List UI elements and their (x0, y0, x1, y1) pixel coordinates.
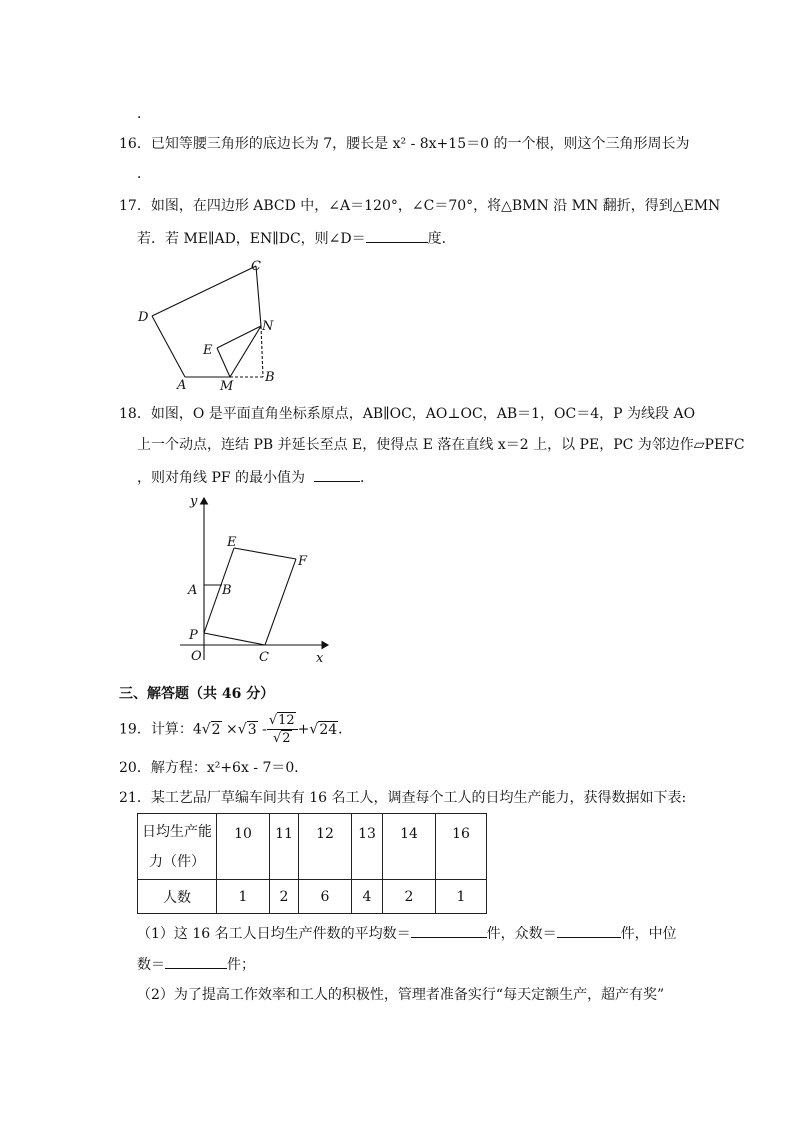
label-E: E (203, 343, 213, 358)
label-P: P (189, 628, 198, 643)
q21-sub1-line2-pre: 数＝ (137, 957, 165, 973)
segment-PC (204, 633, 265, 645)
segment-FC (265, 559, 296, 645)
q18-figure (180, 488, 340, 670)
label-C: C (259, 650, 269, 665)
table-header-label-1: 日均生产能 (142, 823, 212, 840)
edge-CN (256, 266, 261, 326)
q16-line2: ． (137, 166, 151, 182)
q19-fraction: $\frac{√12}{√2}$ (267, 712, 298, 747)
q21-mean-blank[interactable] (411, 923, 487, 938)
table-value-cell: 14 (383, 814, 436, 880)
q19-radicand-1: 2 (211, 721, 221, 738)
q17-answer-blank[interactable] (366, 228, 428, 243)
table-value-cell: 11 (270, 814, 299, 880)
q19-radicand-2: 3 (247, 721, 257, 738)
label-N: N (262, 319, 274, 334)
edge-DA (152, 316, 185, 377)
q17-line2-post: 度． (427, 231, 456, 247)
q19-radicand-3: 24 (319, 721, 338, 738)
table-count-cell: 1 (217, 880, 270, 914)
q21-mode-blank[interactable] (557, 923, 621, 938)
q21-sub1-line1 (137, 923, 677, 944)
table-count-cell: 4 (352, 880, 383, 914)
label-y: y (190, 494, 198, 509)
label-M: M (220, 379, 234, 394)
label-A: A (188, 583, 198, 598)
table-row-counts (138, 880, 487, 914)
q18-line2: 上一个动点，连结 PB 并延长至点 E，使得点 E 落在直线 x＝2 上，以 PE，PC 为邻边作▱PEFC (137, 437, 745, 453)
q19-times: × (226, 721, 238, 738)
q21-sub1-mid: 件，众数＝ (486, 926, 557, 942)
table-header-label-2: 力（件） (149, 853, 205, 870)
q16-line1: 16．已知等腰三角形的底边长为 7，腰长是 x² - 8x+15＝0 的一个根，则这个三角形周长为 (119, 136, 690, 152)
segment-EF (234, 548, 296, 559)
q21-data-table (137, 813, 487, 914)
table-row-label: 人数 (138, 880, 217, 914)
label-C: C (251, 259, 261, 274)
q18-line1: 18．如图，O 是平面直角坐标系原点，AB∥OC，AO⊥OC，AB＝1，OC＝4，P 为线段 AO (119, 406, 696, 422)
label-O: O (191, 649, 202, 664)
edge-EM (217, 348, 230, 377)
table-count-cell: 6 (299, 880, 352, 914)
table-count-cell: 2 (383, 880, 436, 914)
q17-line1: 17．如图，在四边形 ABCD 中，∠A＝120°，∠C＝70°，将△BMN 沿 MN 翻折，得到△EMN (119, 198, 721, 214)
q18-line3-pre: ，则对角线 PF 的最小值为 (137, 470, 306, 486)
q19-coef: 4 (192, 721, 202, 738)
table-value-cell: 16 (436, 814, 487, 880)
label-x: x (316, 651, 324, 666)
q18-answer-blank[interactable] (314, 467, 360, 482)
table-value-cell: 10 (217, 814, 270, 880)
q21-sub1-line2-post: 件； (227, 957, 255, 973)
edge-DC (152, 266, 256, 316)
section3-heading: 三、解答题（共 46 分） (119, 686, 275, 702)
q21-sub2-line: （2）为了提高工作效率和工人的积极性，管理者准备实行“每天定额生产，超产有奖” (137, 987, 665, 1003)
q21-sub1-post: 件，中位 (620, 926, 677, 942)
q19-minus: - (262, 721, 267, 738)
table-value-cell: 12 (299, 814, 352, 880)
q21-line1: 21．某工艺品厂草编车间共有 16 名工人，调查每个工人的日均生产能力，获得数据如下表: (119, 790, 687, 806)
q19-frac-num: 12 (278, 713, 295, 728)
q18-line3-post: ． (359, 470, 374, 486)
q19-line: 19．计算：4√2 ×√3 - $\frac{√12}{√2}$ +√24． (119, 713, 353, 746)
q19-end: ． (338, 721, 353, 738)
q17-line2-pre: 若．若 ME∥AD，EN∥DC，则∠D＝ (137, 231, 366, 247)
label-F: F (298, 554, 308, 569)
q20-line: 20．解方程：x²+6x - 7＝0． (119, 760, 309, 776)
table-row-values (138, 814, 487, 880)
q21-sub1-pre: （1）这 16 名工人日均生产件数的平均数＝ (137, 926, 411, 942)
table-value-cell: 13 (352, 814, 383, 880)
q17-figure (130, 252, 290, 394)
q19-prefix: 19．计算： (119, 721, 193, 738)
q21-sub1-line2 (137, 954, 255, 975)
label-B: B (265, 370, 275, 385)
table-count-cell: 2 (270, 880, 299, 914)
table-header-cell (138, 814, 217, 880)
label-A: A (177, 378, 187, 393)
q15-tail: ． (137, 106, 151, 122)
q19-plus: + (297, 721, 310, 738)
q18-line3 (137, 467, 374, 488)
q21-median-blank[interactable] (165, 954, 227, 969)
label-E: E (227, 535, 237, 550)
q19-frac-den: 2 (282, 731, 291, 746)
label-B: B (222, 583, 232, 598)
table-count-cell: 1 (436, 880, 487, 914)
q17-line2 (137, 228, 456, 249)
label-D: D (138, 310, 149, 325)
